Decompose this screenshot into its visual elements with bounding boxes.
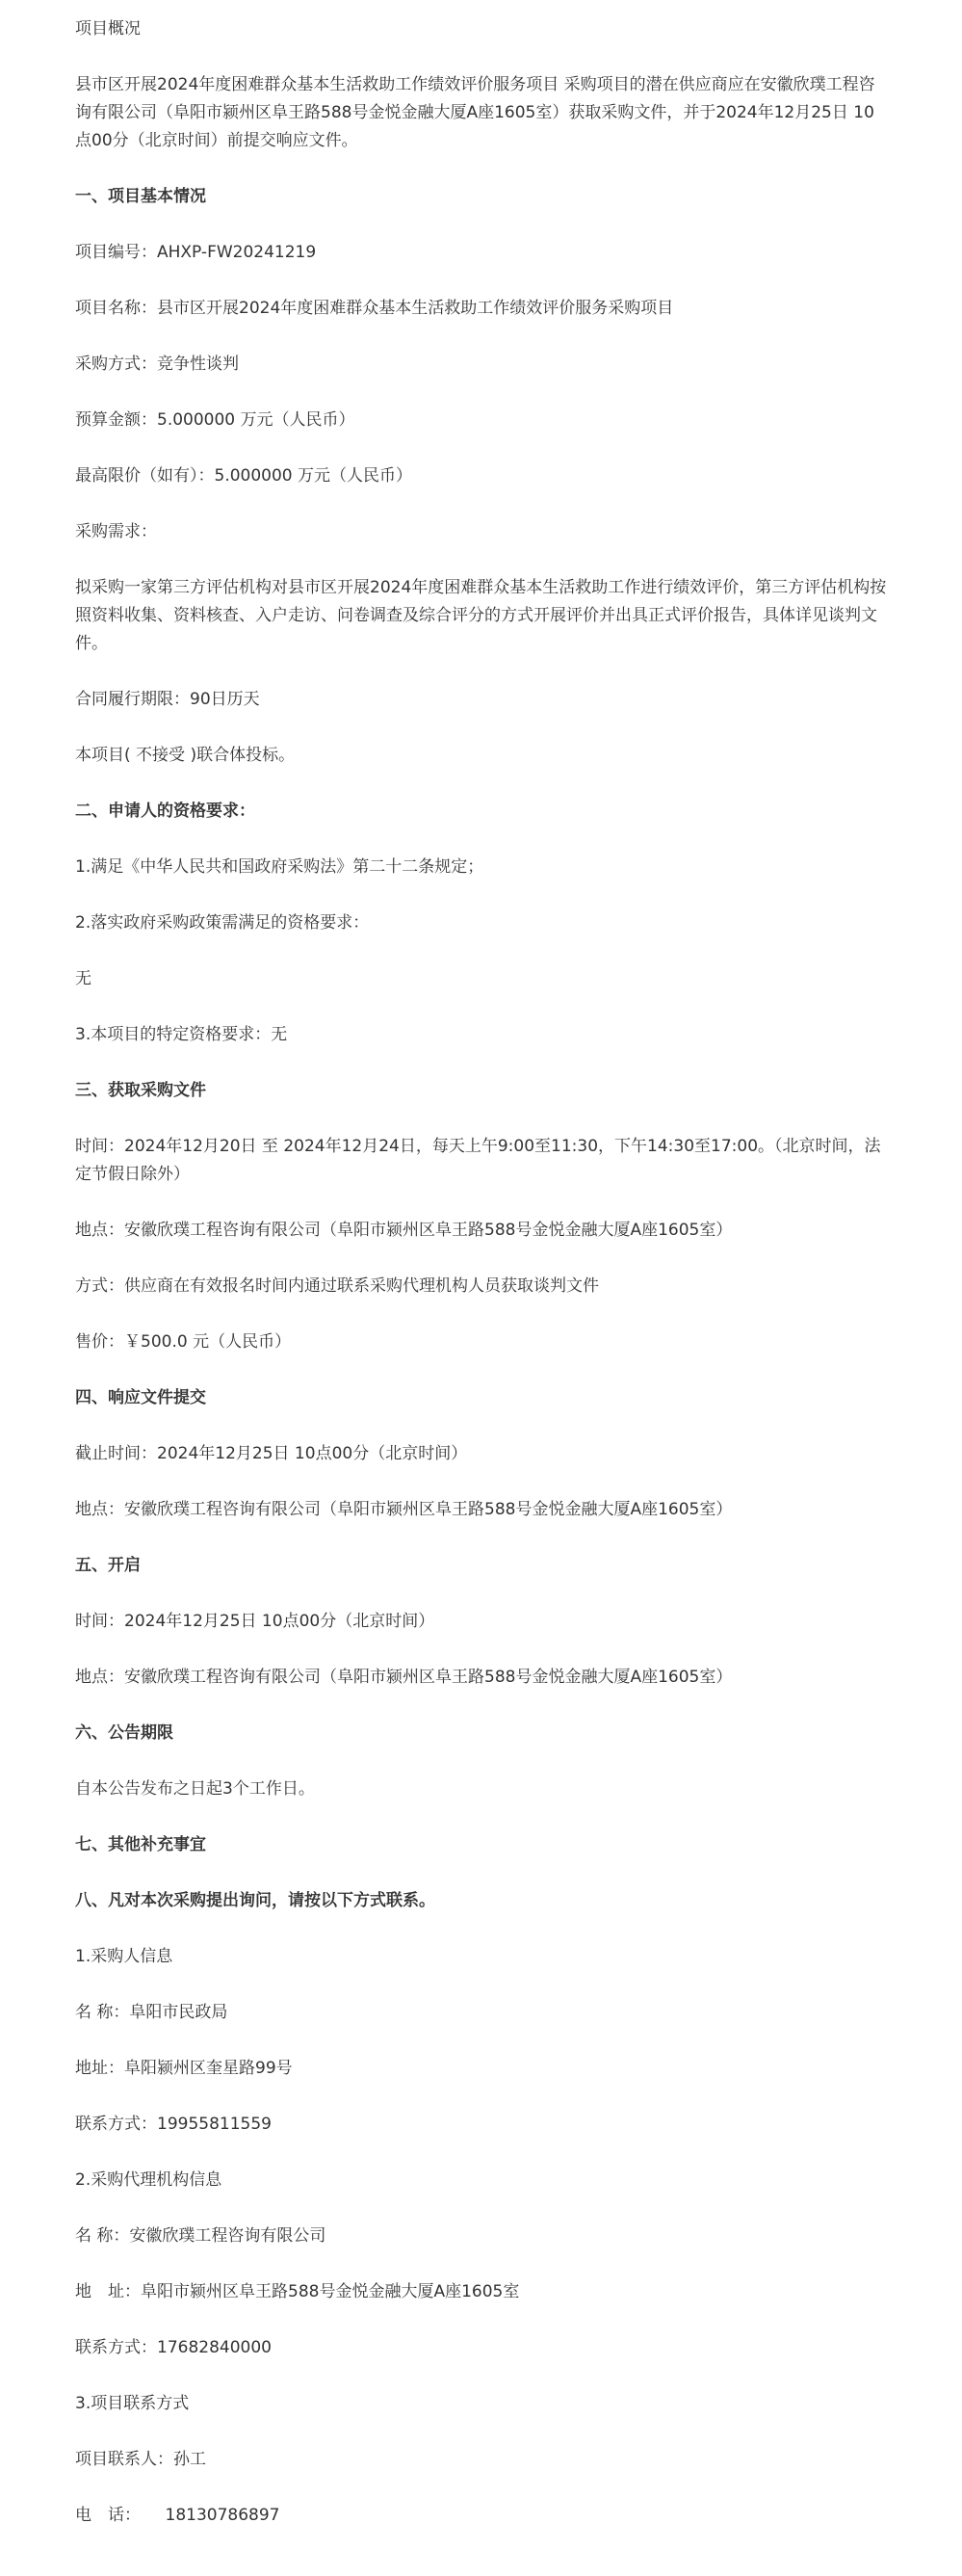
- requirement-1: 1.满足《中华人民共和国政府采购法》第二十二条规定；: [75, 857, 484, 877]
- project-contact-person: 项目联系人：孙工: [75, 2450, 206, 2469]
- agent-contact: 联系方式：17682840000: [75, 2338, 272, 2357]
- agent-name: 名 称：安徽欣璞工程咨询有限公司: [75, 2226, 326, 2246]
- overview-heading: 项目概况: [75, 19, 141, 39]
- buyer-contact: 联系方式：19955811559: [75, 2115, 272, 2134]
- buyer-title: 1.采购人信息: [75, 1947, 173, 1966]
- budget-amount: 预算金额：5.000000 万元（人民币）: [75, 410, 355, 430]
- demand-label: 采购需求：: [75, 522, 157, 541]
- buyer-address: 地址：阜阳颍州区奎星路99号: [75, 2059, 293, 2078]
- buyer-name: 名 称：阜阳市民政局: [75, 2003, 228, 2022]
- contract-period: 合同履行期限：90日历天: [75, 690, 260, 709]
- requirement-2: 2.落实政府采购政策需满足的资格要求：: [75, 913, 370, 933]
- requirement-2-value: 无: [75, 969, 91, 988]
- project-name: 项目名称：县市区开展2024年度困难群众基本生活救助工作绩效评价服务采购项目: [75, 299, 674, 318]
- section-2-heading: 二、申请人的资格要求：: [75, 802, 255, 821]
- section-8-heading: 八、凡对本次采购提出询问，请按以下方式联系。: [75, 1891, 435, 1910]
- requirement-3: 3.本项目的特定资格要求：无: [75, 1025, 288, 1044]
- section-7-heading: 七、其他补充事宜: [75, 1835, 206, 1854]
- project-contact-phone: 电 话： 18130786897: [75, 2506, 280, 2525]
- procurement-method: 采购方式：竞争性谈判: [75, 355, 239, 374]
- acquire-way: 方式：供应商在有效报名时间内通过联系采购代理机构人员获取谈判文件: [75, 1276, 599, 1296]
- project-contact-title: 3.项目联系方式: [75, 2394, 190, 2413]
- agent-address: 地 址：阜阳市颍州区阜王路588号金悦金融大厦A座1605室: [75, 2282, 520, 2301]
- submit-deadline: 截止时间：2024年12月25日 10点00分（北京时间）: [75, 1444, 468, 1463]
- overview-text: 县市区开展2024年度困难群众基本生活救助工作绩效评价服务项目 采购项目的潜在供应商应在安徽欣璞工程咨询有限公司（阜阳市颍州区阜王路588号金悦金融大厦A座1605室）获取采购文件，并于2024年12月25日 10点00分（北京时间）前提交响应文件。: [75, 75, 875, 150]
- max-price: 最高限价（如有）：5.000000 万元（人民币）: [75, 466, 413, 486]
- consortium-note: 本项目( 不接受 )联合体投标。: [75, 746, 296, 765]
- acquire-price: 售价：￥500.0 元（人民币）: [75, 1332, 292, 1352]
- demand-text: 拟采购一家第三方评估机构对县市区开展2024年度困难群众基本生活救助工作进行绩效评价，第三方评估机构按照资料收集、资料核查、入户走访、问卷调查及综合评分的方式开展评价并出具正式评价报告，具体详见谈判文件。: [75, 578, 887, 653]
- agent-title: 2.采购代理机构信息: [75, 2170, 222, 2190]
- opening-place: 地点：安徽欣璞工程咨询有限公司（阜阳市颍州区阜王路588号金悦金融大厦A座1605室）: [75, 1668, 733, 1687]
- acquire-place: 地点：安徽欣璞工程咨询有限公司（阜阳市颍州区阜王路588号金悦金融大厦A座1605室）: [75, 1221, 733, 1240]
- section-5-heading: 五、开启: [75, 1556, 141, 1575]
- submit-place: 地点：安徽欣璞工程咨询有限公司（阜阳市颍州区阜王路588号金悦金融大厦A座1605室）: [75, 1500, 733, 1519]
- project-number: 项目编号：AHXP-FW20241219: [75, 243, 317, 262]
- section-1-heading: 一、项目基本情况: [75, 187, 206, 206]
- section-6-heading: 六、公告期限: [75, 1723, 173, 1743]
- notice-period: 自本公告发布之日起3个工作日。: [75, 1779, 315, 1799]
- acquire-time: 时间：2024年12月20日 至 2024年12月24日，每天上午9:00至11:30，下午14:30至17:00。（北京时间，法定节假日除外）: [75, 1137, 881, 1184]
- section-3-heading: 三、获取采购文件: [75, 1081, 206, 1100]
- opening-time: 时间：2024年12月25日 10点00分（北京时间）: [75, 1612, 435, 1631]
- section-4-heading: 四、响应文件提交: [75, 1388, 206, 1407]
